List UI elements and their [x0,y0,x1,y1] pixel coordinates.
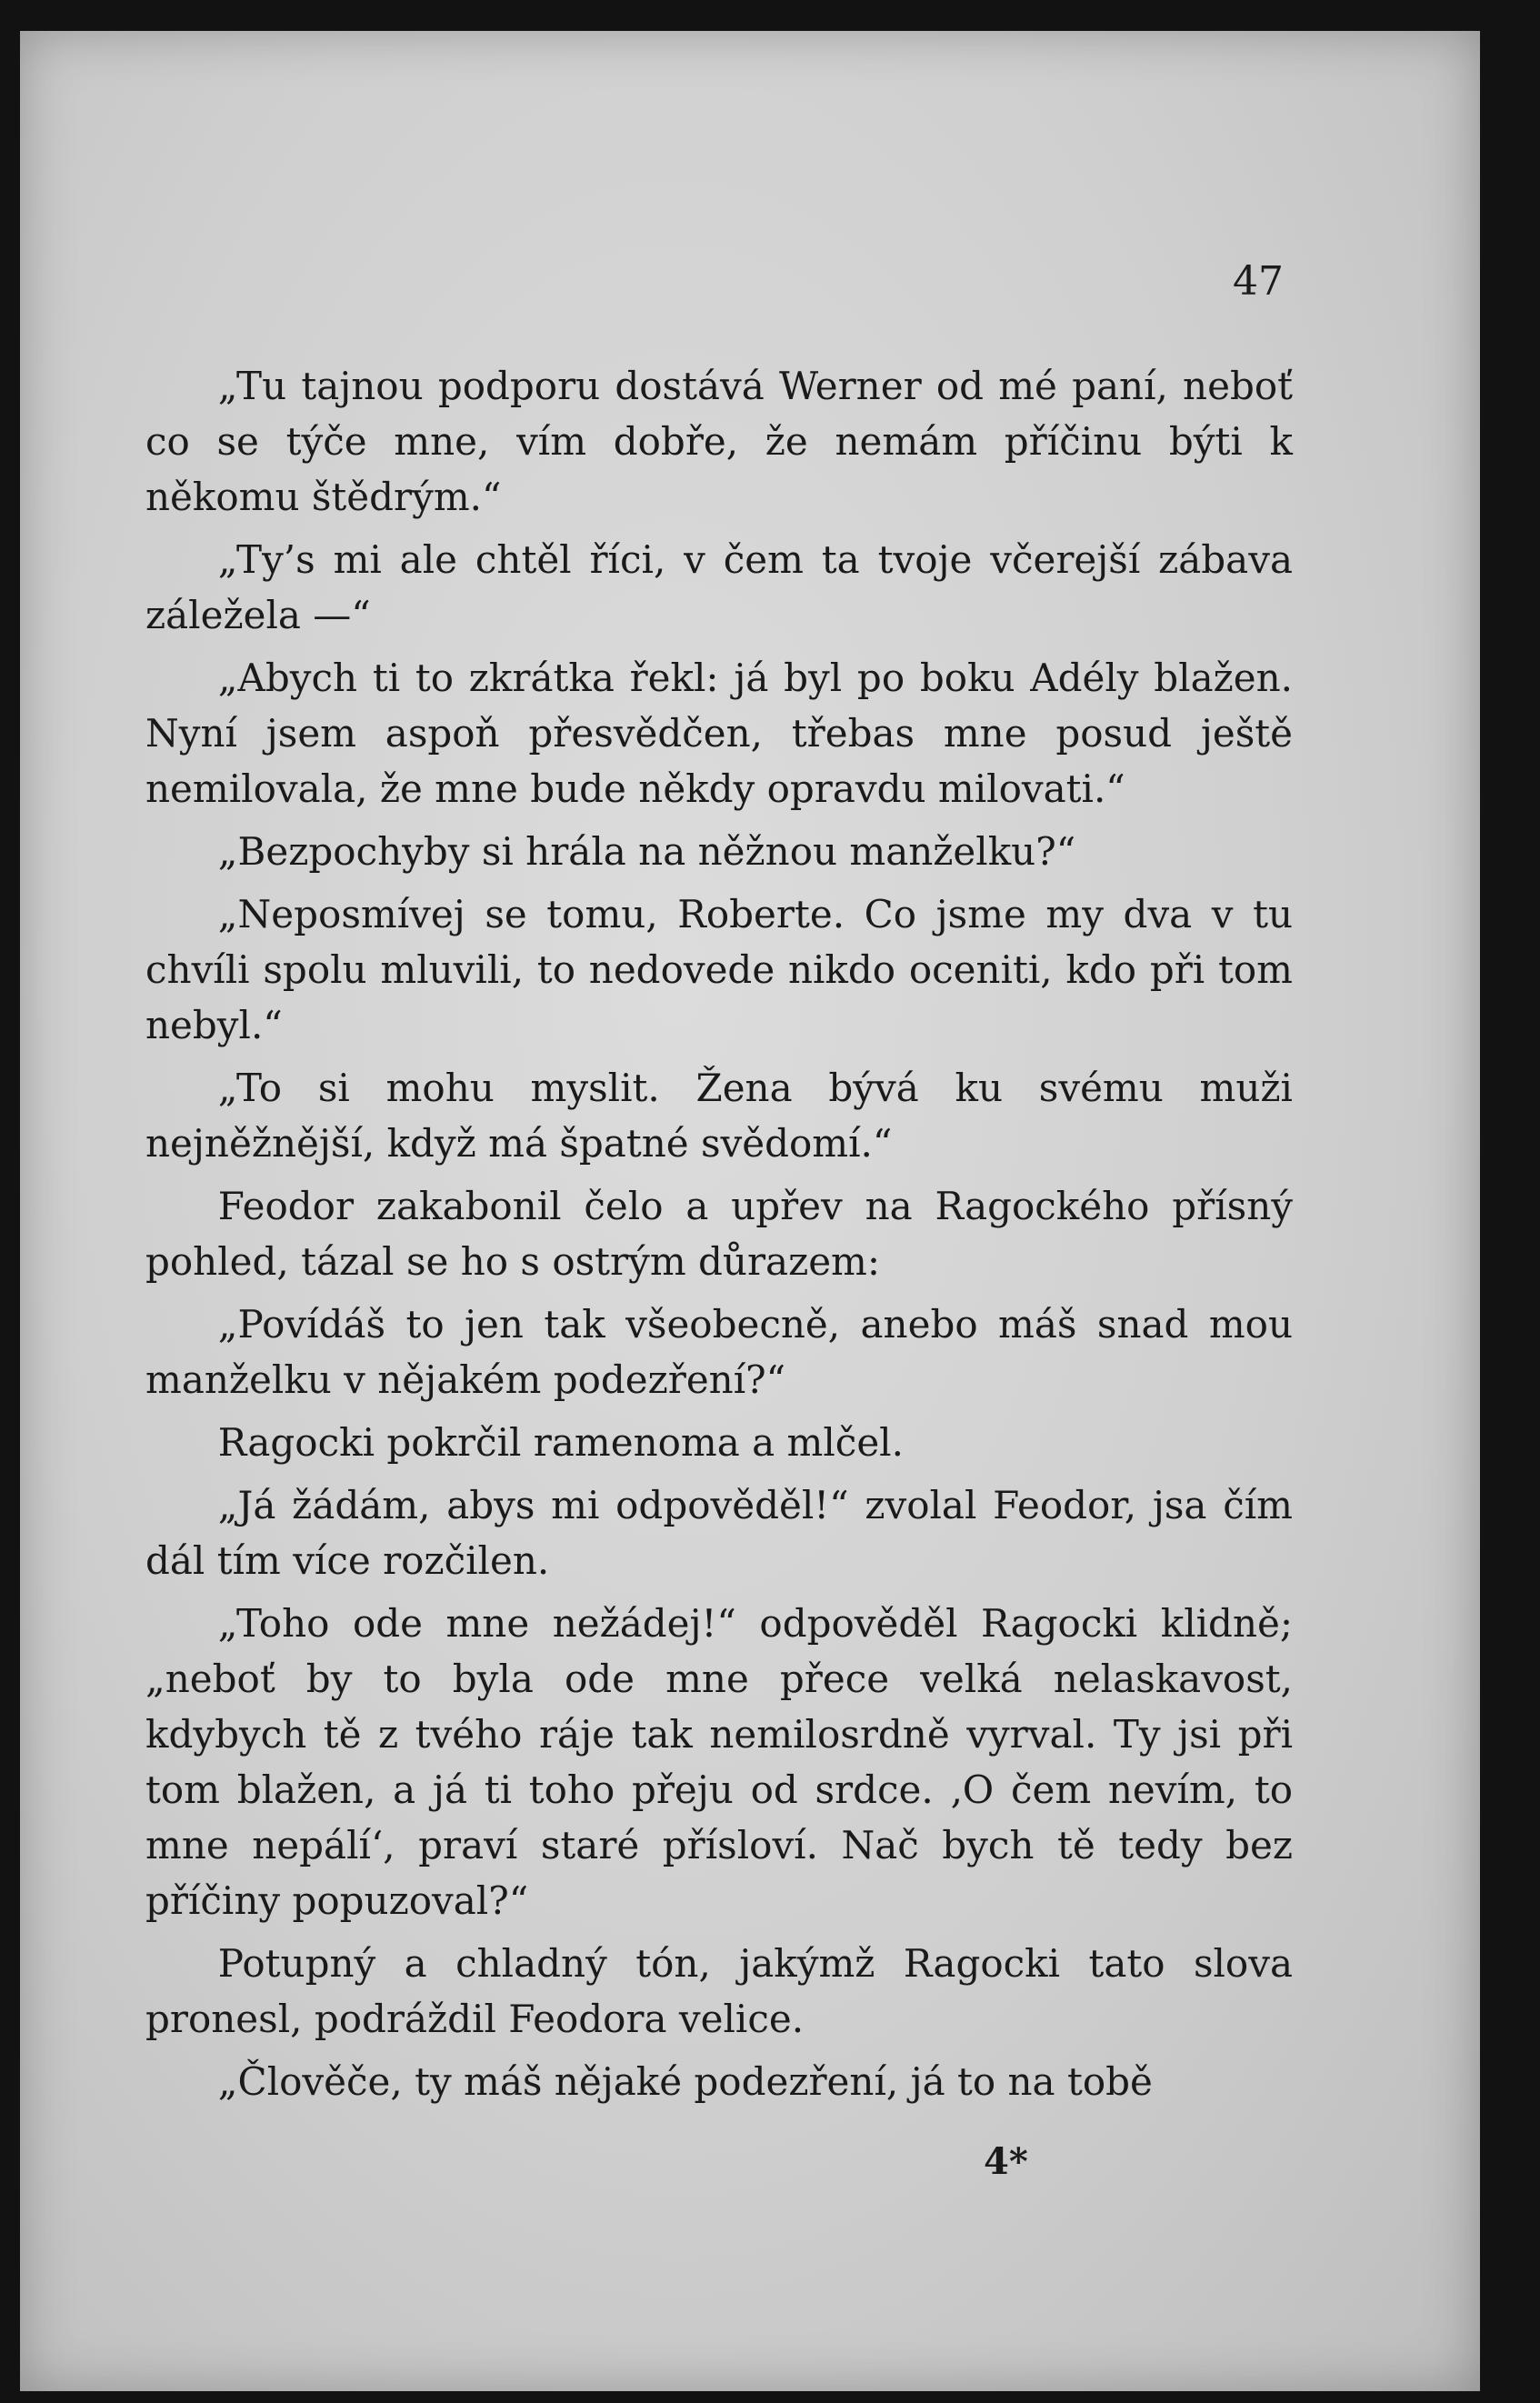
paragraph: „Tu tajnou podporu dostává Werner od mé paní, neboť co se týče mne, vím dobře, že nemám příčinu býti k někomu štědrým.“ [145,364,1293,519]
paragraph: „Neposmívej se tomu, Roberte. Co jsme my dva v tu chvíli spolu mluvili, to nedovede nikdo oceniti, kdo při tom nebyl.“ [145,892,1293,1047]
paragraph: „Já žádám, abys mi odpověděl!“ zvolal Feodor, jsa čím dál tím více rozčilen. [145,1483,1293,1583]
paragraph: Feodor zakabonil čelo a upřev na Ragockého přísný pohled, tázal se ho s ostrým důrazem: [145,1184,1293,1284]
paragraph: „Povídáš to jen tak všeobecně, anebo máš snad mou manželku v nějakém podezření?“ [145,1302,1293,1402]
paragraph: „Ty’s mi ale chtěl říci, v čem ta tvoje včerejší zábava záležela —“ [145,537,1293,637]
signature-mark: 4* [984,2140,1028,2183]
paragraph: „Abych ti to zkrátka řekl: já byl po boku Adély blažen. Nyní jsem aspoň přesvědčen, třebas mne posud ještě nemilovala, že mne bude někdy opravdu milovati.“ [145,656,1293,811]
book-page [20,31,1480,2391]
paragraph: „To si mohu myslit. Žena bývá ku svému muži nejněžnější, když má špatné svědomí.“ [145,1066,1293,1166]
paragraph: Potupný a chladný tón, jakýmž Ragocki tato slova pronesl, podráždil Feodora velice. [145,1941,1293,2041]
page-text [145,358,1293,2117]
paragraph: „Bezpochyby si hrála na něžnou manželku?“ [217,829,1076,874]
paragraph: „Člověče, ty máš nějaké podezření, já to na tobě [217,2059,1153,2104]
paragraph: Ragocki pokrčil ramenoma a mlčel. [217,1420,904,1465]
paragraph: „Toho ode mne nežádej!“ odpověděl Ragocki klidně; „neboť by to byla ode mne přece velká nelaskavost, kdybych tě z tvého ráje tak nemilosrdně vyrval. Ty jsi při tom blažen, a já ti toho přeju od srdce. ‚O čem nevím, to mne nepálí‘, praví staré přísloví. Nač bych tě tedy bez příčiny popuzoval?“ [145,1601,1293,1923]
page-number: 47 [1233,258,1284,305]
